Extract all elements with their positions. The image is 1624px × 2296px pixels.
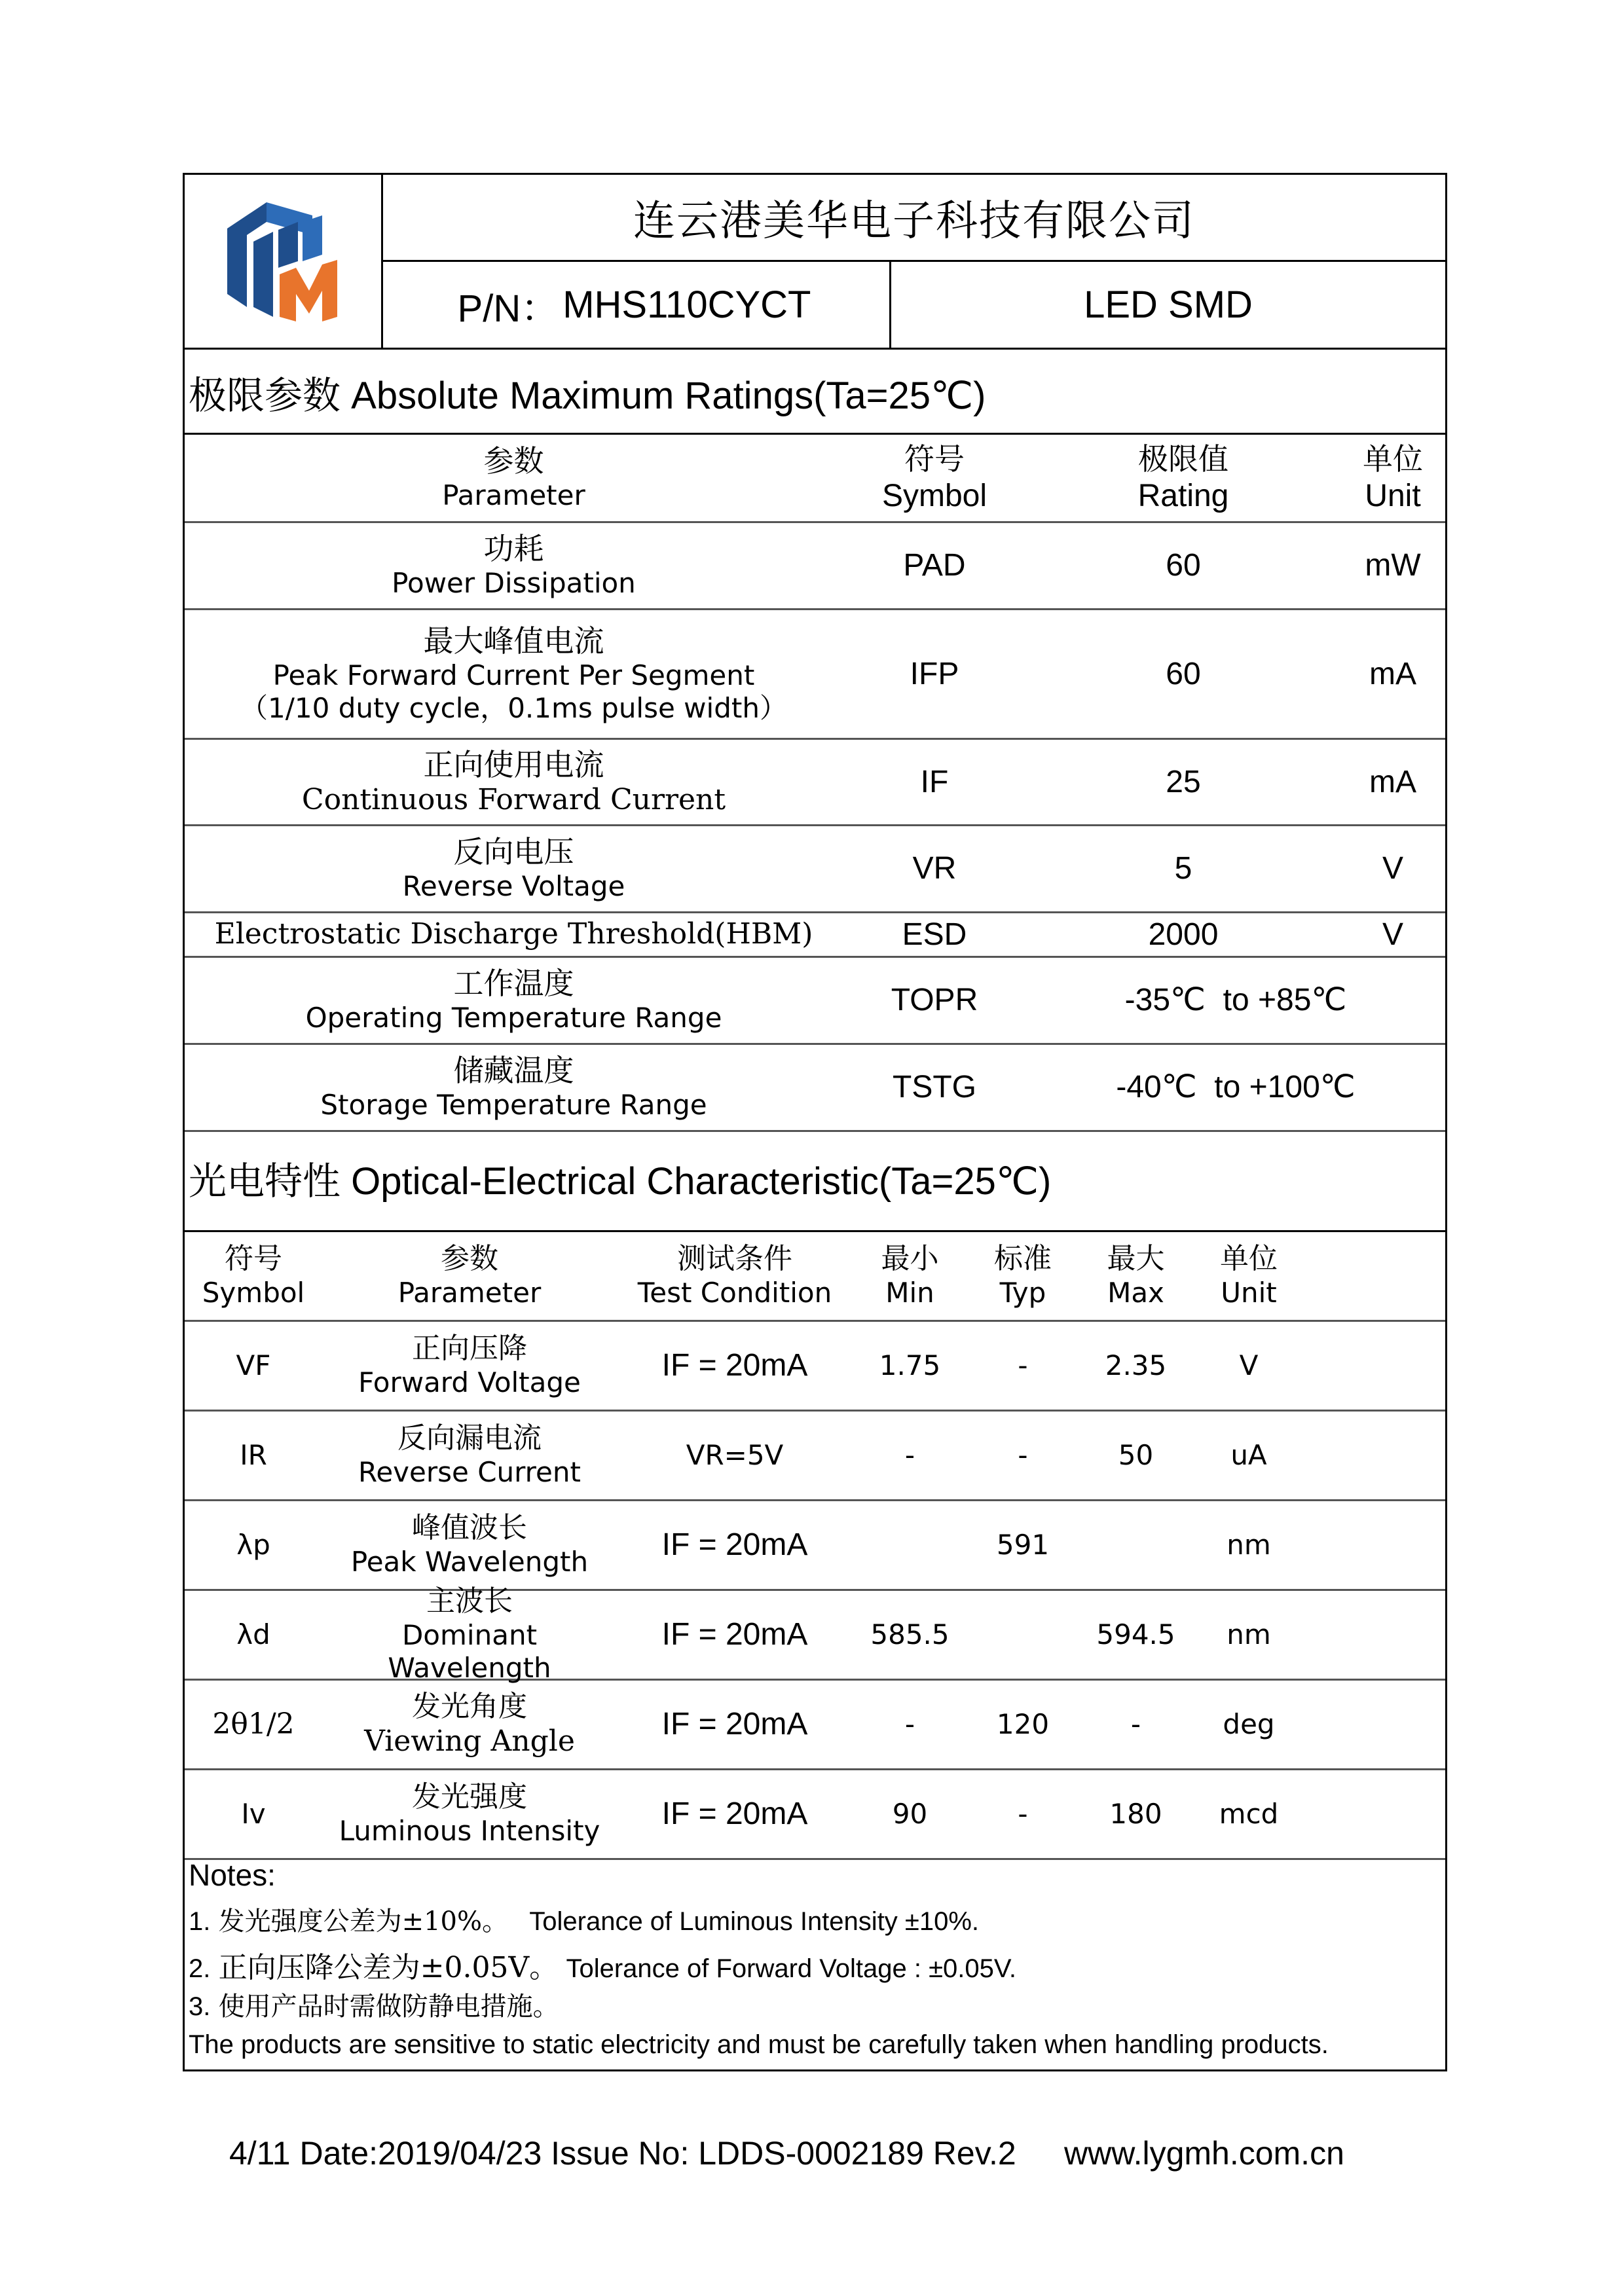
note-zh: 发光强度公差为±10%。 xyxy=(218,1906,509,1937)
datasheet-frame xyxy=(183,173,1447,2071)
symbol-value: ESD xyxy=(902,917,967,952)
note-num: 1. xyxy=(189,1907,211,1936)
param-en: Reverse Current xyxy=(358,1456,581,1489)
min-cell xyxy=(853,1322,967,1410)
parameter-cell xyxy=(322,1584,617,1685)
unit-value: mW xyxy=(1365,548,1421,583)
rating-value: -40℃ to +100℃ xyxy=(1116,1070,1356,1105)
unit-cell xyxy=(1340,913,1445,956)
rating-cell xyxy=(1026,826,1340,911)
condition-value: IF = 20mA xyxy=(661,1707,808,1742)
param-zh: 正向使用电流 xyxy=(423,746,604,782)
max-value: 2.35 xyxy=(1105,1349,1167,1381)
header-zh: 最小 xyxy=(881,1242,939,1276)
param-zh: 工作温度 xyxy=(453,966,574,1002)
symbol-cell xyxy=(185,1770,322,1858)
header-en: Test Condition xyxy=(637,1277,832,1309)
symbol-cell xyxy=(843,523,1026,608)
unit-value: mA xyxy=(1369,656,1416,691)
unit-value: mcd xyxy=(1219,1797,1279,1830)
unit-value: nm xyxy=(1227,1618,1271,1650)
typ-value: - xyxy=(1018,1438,1028,1471)
rating-value: 60 xyxy=(1166,656,1201,691)
header-zh: 标准 xyxy=(994,1242,1052,1276)
optical-title-en: Optical-Electrical Characteristic(Ta=25℃) xyxy=(351,1160,1052,1203)
symbol-cell xyxy=(185,1322,322,1410)
header-en: Min xyxy=(885,1277,934,1309)
max-cell xyxy=(1079,1770,1193,1858)
typ-value: 120 xyxy=(996,1707,1050,1740)
header-symbol xyxy=(185,1232,322,1320)
condition-cell xyxy=(617,1681,853,1768)
param-en: Peak Forward Current Per Segment xyxy=(272,659,755,691)
header-zh: 极限值 xyxy=(1138,441,1228,477)
note-num: 2. xyxy=(189,1954,211,1983)
param-en: Electrostatic Discharge Threshold(HBM) xyxy=(214,917,813,951)
unit-cell xyxy=(1193,1770,1304,1858)
header-zh: 符号 xyxy=(904,441,965,477)
table-row xyxy=(185,1045,1445,1132)
unit-cell xyxy=(1193,1591,1304,1679)
param-zh: 储藏温度 xyxy=(453,1053,574,1089)
header-en: Symbol xyxy=(881,478,987,513)
header-en: Rating xyxy=(1137,478,1229,513)
symbol-cell xyxy=(185,1591,322,1679)
table-row xyxy=(185,1681,1445,1770)
param-zh: 正向压降 xyxy=(412,1332,527,1366)
company-logo xyxy=(227,202,339,323)
note-static-warning: The products are sensitive to static electricity and must be carefully taken when handling products. xyxy=(189,2030,1329,2059)
max-cell xyxy=(1079,1591,1193,1679)
symbol-cell xyxy=(843,913,1026,956)
header-zh: 测试条件 xyxy=(677,1242,792,1276)
rating-value: 25 xyxy=(1166,764,1201,799)
min-cell xyxy=(853,1412,967,1499)
typ-cell xyxy=(967,1591,1079,1679)
logo-cell xyxy=(185,175,383,348)
typ-cell xyxy=(967,1770,1079,1858)
typ-value: - xyxy=(1018,1349,1028,1381)
condition-cell xyxy=(617,1322,853,1410)
note-item xyxy=(189,1901,979,1938)
unit-cell xyxy=(1193,1681,1304,1768)
symbol-value: IFP xyxy=(910,656,959,691)
symbol-value: λp xyxy=(236,1528,270,1561)
symbol-cell xyxy=(843,740,1026,824)
typ-value: 591 xyxy=(996,1528,1050,1561)
header-zh: 符号 xyxy=(225,1242,282,1276)
unit-cell xyxy=(1193,1501,1304,1589)
header-unit xyxy=(1340,435,1445,521)
header-en: Max xyxy=(1107,1277,1164,1309)
header-zh: 参数 xyxy=(483,443,544,479)
min-cell xyxy=(853,1770,967,1858)
rating-cell xyxy=(1026,740,1340,824)
header-zh: 单位 xyxy=(1220,1242,1278,1276)
symbol-value: Iv xyxy=(241,1797,266,1830)
table-row xyxy=(185,1770,1445,1860)
symbol-value: IR xyxy=(240,1438,267,1471)
header-parameter xyxy=(185,435,843,521)
abs-max-title-zh: 极限参数 xyxy=(189,373,341,418)
min-value: 1.75 xyxy=(879,1349,941,1381)
rating-cell xyxy=(1026,1045,1445,1130)
note-zh: 正向压降公差为±0.05V。 xyxy=(218,1951,559,1984)
rating-cell xyxy=(1026,610,1340,738)
symbol-cell xyxy=(185,1681,322,1768)
param-zh: 主波长 xyxy=(426,1584,513,1618)
max-value: 594.5 xyxy=(1096,1618,1175,1650)
condition-cell xyxy=(617,1501,853,1589)
unit-cell xyxy=(1340,826,1445,911)
header-zh: 单位 xyxy=(1363,441,1423,477)
condition-cell xyxy=(617,1770,853,1858)
symbol-cell xyxy=(843,1045,1026,1130)
rating-value: 2000 xyxy=(1148,917,1219,952)
parameter-cell xyxy=(322,1681,617,1768)
unit-value: mA xyxy=(1369,764,1416,799)
unit-cell xyxy=(1340,523,1445,608)
note-num: 3. xyxy=(189,1992,211,2021)
parameter-cell xyxy=(185,740,843,824)
symbol-value: 2θ1/2 xyxy=(212,1707,295,1741)
condition-cell xyxy=(617,1591,853,1679)
header-max xyxy=(1079,1232,1193,1320)
table-header-row xyxy=(185,1232,1445,1322)
table-header-row xyxy=(185,435,1445,523)
pn-label: P/N： xyxy=(457,287,559,330)
footer-website: www.lygmh.com.cn xyxy=(1064,2135,1344,2172)
header-en: Unit xyxy=(1365,478,1421,513)
unit-value: nm xyxy=(1227,1528,1271,1561)
header-symbol xyxy=(843,435,1026,521)
parameter-cell xyxy=(185,826,843,911)
package-type: LED SMD xyxy=(1084,283,1253,326)
table-row xyxy=(185,523,1445,610)
note-en: Tolerance of Forward Voltage : ±0.05V. xyxy=(566,1954,1017,1983)
param-en: Operating Temperature Range xyxy=(305,1002,722,1034)
table-row xyxy=(185,826,1445,913)
unit-cell xyxy=(1340,610,1445,738)
symbol-cell xyxy=(185,1412,322,1499)
param-en: Viewing Angle xyxy=(364,1724,575,1758)
condition-value: IF = 20mA xyxy=(661,1527,808,1563)
parameter-cell xyxy=(185,913,843,956)
table-row xyxy=(185,1501,1445,1591)
abs-max-title xyxy=(189,365,986,420)
unit-cell xyxy=(1193,1322,1304,1410)
note-zh: 使用产品时需做防静电措施。 xyxy=(218,1992,559,2022)
min-cell xyxy=(853,1501,967,1589)
abs-max-title-en: Absolute Maximum Ratings(Ta=25℃) xyxy=(351,374,986,417)
param-en: Dominant Wavelength xyxy=(388,1619,551,1685)
symbol-value: λd xyxy=(236,1618,270,1650)
parameter-cell xyxy=(185,610,843,738)
min-value: 90 xyxy=(892,1797,928,1830)
symbol-cell xyxy=(843,610,1026,738)
header-zh: 最大 xyxy=(1107,1242,1165,1276)
typ-value: - xyxy=(1018,1797,1028,1830)
optical-title-zh: 光电特性 xyxy=(189,1159,341,1203)
param-zh: 功耗 xyxy=(483,531,544,567)
parameter-cell xyxy=(185,523,843,608)
param-en-note: （1/10 duty cycle，0.1ms pulse width） xyxy=(240,692,787,725)
rating-cell xyxy=(1026,523,1340,608)
header xyxy=(185,175,1445,350)
max-cell xyxy=(1079,1501,1193,1589)
param-en: Power Dissipation xyxy=(392,567,636,600)
param-zh: 峰值波长 xyxy=(412,1511,527,1545)
typ-cell xyxy=(967,1501,1079,1589)
param-en: Storage Temperature Range xyxy=(320,1089,707,1121)
min-value: - xyxy=(904,1438,915,1471)
rating-cell xyxy=(1026,958,1445,1043)
footer-info: 4/11 Date:2019/04/23 Issue No: LDDS-0002189 Rev.2 xyxy=(229,2135,1016,2172)
param-zh: 最大峰值电流 xyxy=(423,623,604,659)
parameter-cell xyxy=(322,1412,617,1499)
parameter-cell xyxy=(322,1501,617,1589)
min-cell xyxy=(853,1681,967,1768)
header-en: Parameter xyxy=(397,1277,542,1309)
condition-value: IF = 20mA xyxy=(661,1617,808,1652)
header-zh: 参数 xyxy=(441,1242,498,1276)
table-row xyxy=(185,913,1445,958)
table-row xyxy=(185,1584,1445,1685)
header-min xyxy=(853,1232,967,1320)
table-row xyxy=(185,740,1445,826)
note-item xyxy=(189,1944,1016,1986)
param-en: Luminous Intensity xyxy=(339,1815,600,1848)
symbol-value: VF xyxy=(236,1349,271,1381)
typ-cell xyxy=(967,1681,1079,1768)
symbol-value: VR xyxy=(912,851,957,886)
condition-value: IF = 20mA xyxy=(661,1348,808,1383)
unit-cell xyxy=(1193,1412,1304,1499)
max-value: 50 xyxy=(1118,1438,1154,1471)
symbol-value: IF xyxy=(920,764,949,799)
unit-value: V xyxy=(1382,851,1403,886)
table-row xyxy=(185,1412,1445,1501)
header-typ xyxy=(967,1232,1079,1320)
min-value: 585.5 xyxy=(870,1618,950,1650)
max-value: 180 xyxy=(1109,1797,1162,1830)
symbol-value: TSTG xyxy=(893,1070,976,1105)
param-zh: 发光强度 xyxy=(412,1780,527,1814)
header-en: Typ xyxy=(999,1277,1046,1309)
condition-value: VR=5V xyxy=(686,1438,784,1471)
header-rating xyxy=(1026,435,1340,521)
header-unit xyxy=(1193,1232,1304,1320)
symbol-cell xyxy=(843,958,1026,1043)
unit-value: deg xyxy=(1223,1707,1275,1740)
max-cell xyxy=(1079,1681,1193,1768)
company-name: 连云港美华电子科技有限公司 xyxy=(383,175,1445,262)
symbol-value: PAD xyxy=(903,548,966,583)
header-en: Parameter xyxy=(442,479,585,512)
notes-title: Notes: xyxy=(189,1858,276,1892)
param-en: Reverse Voltage xyxy=(402,870,625,903)
param-zh: 反向漏电流 xyxy=(397,1421,542,1455)
table-row xyxy=(185,1322,1445,1412)
note-last xyxy=(189,2028,1329,2060)
parameter-cell xyxy=(322,1322,617,1410)
param-en: Peak Wavelength xyxy=(350,1546,589,1578)
unit-value: V xyxy=(1382,917,1403,952)
typ-cell xyxy=(967,1412,1079,1499)
table-row xyxy=(185,958,1445,1045)
table-row xyxy=(185,610,1445,740)
max-cell xyxy=(1079,1412,1193,1499)
header-condition xyxy=(617,1232,853,1320)
rating-cell xyxy=(1026,913,1340,956)
rating-value: 5 xyxy=(1174,851,1192,886)
parameter-cell xyxy=(185,958,843,1043)
unit-value: V xyxy=(1239,1349,1259,1381)
symbol-cell xyxy=(185,1501,322,1589)
param-zh: 发光角度 xyxy=(412,1690,527,1724)
max-cell xyxy=(1079,1322,1193,1410)
min-value: - xyxy=(904,1707,915,1740)
symbol-value: TOPR xyxy=(891,983,978,1018)
optical-table xyxy=(185,1232,1445,1874)
param-en: Forward Voltage xyxy=(358,1366,581,1399)
header-en: Unit xyxy=(1221,1277,1277,1309)
part-number xyxy=(383,262,891,348)
rating-value: 60 xyxy=(1166,548,1201,583)
typ-cell xyxy=(967,1322,1079,1410)
header-en: Symbol xyxy=(202,1277,305,1309)
note-en: Tolerance of Luminous Intensity ±10%. xyxy=(529,1907,980,1936)
optical-title xyxy=(189,1150,1051,1205)
max-value: - xyxy=(1130,1707,1141,1740)
min-cell xyxy=(853,1591,967,1679)
header-parameter xyxy=(322,1232,617,1320)
rating-value: -35℃ to +85℃ xyxy=(1124,983,1347,1018)
condition-value: IF = 20mA xyxy=(661,1796,808,1832)
parameter-cell xyxy=(185,1045,843,1130)
unit-cell xyxy=(1340,740,1445,824)
condition-cell xyxy=(617,1412,853,1499)
unit-value: uA xyxy=(1230,1438,1267,1471)
symbol-cell xyxy=(843,826,1026,911)
param-zh: 反向电压 xyxy=(453,834,574,870)
param-en: Continuous Forward Current xyxy=(301,782,726,816)
note-item xyxy=(189,1986,559,2023)
pn-value: MHS110CYCT xyxy=(563,283,811,326)
parameter-cell xyxy=(322,1770,617,1858)
